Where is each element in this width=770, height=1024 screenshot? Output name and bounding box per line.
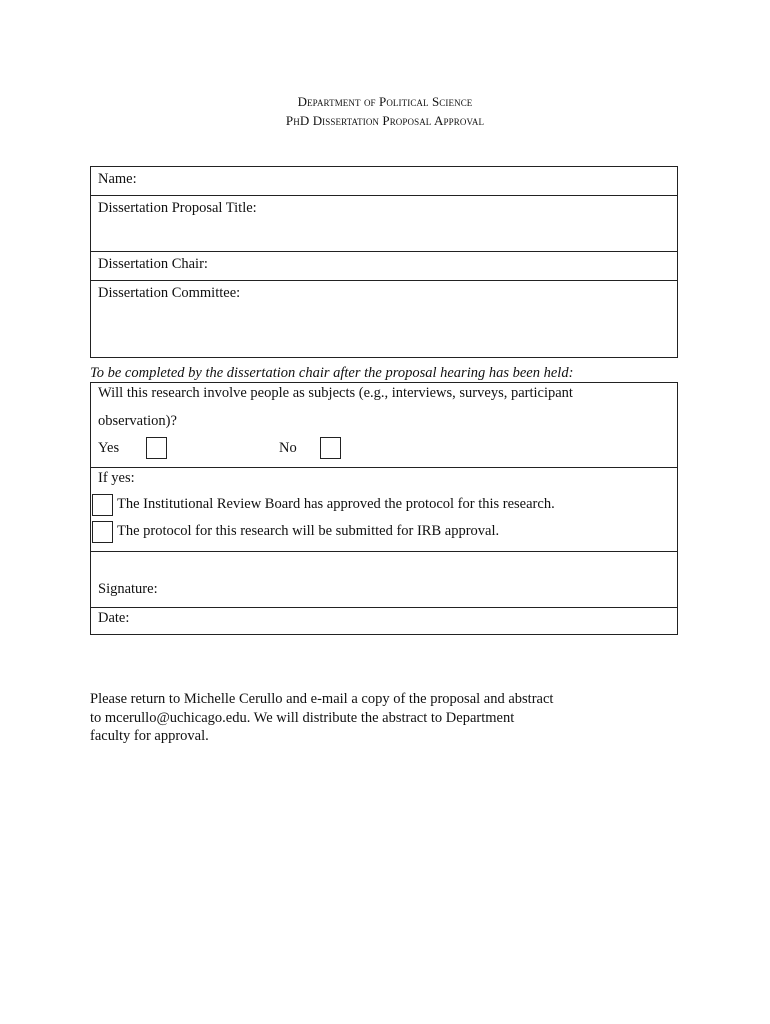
department-heading-text: Department of Political Science xyxy=(297,94,473,109)
irb-pending-checkbox[interactable] xyxy=(92,521,113,543)
question-text-line1: Will this research involve people as subjects (e.g., interviews, surveys, participant xyxy=(98,385,573,401)
chair-section-table xyxy=(90,382,678,635)
name-label: Name: xyxy=(98,171,137,187)
signature-field[interactable] xyxy=(91,552,677,608)
department-heading xyxy=(0,94,770,110)
if-yes-label: If yes: xyxy=(98,470,135,486)
proposal-title-field[interactable] xyxy=(91,196,677,252)
yes-checkbox[interactable] xyxy=(146,437,167,459)
return-note-line3: faculty for approval. xyxy=(90,728,209,744)
return-note-line2: to mcerullo@uchicago.edu. We will distribute the abstract to Department xyxy=(90,709,515,726)
date-field[interactable] xyxy=(91,608,677,634)
dissertation-chair-label: Dissertation Chair: xyxy=(98,256,208,272)
no-checkbox[interactable] xyxy=(320,437,341,459)
chair-instruction: To be completed by the dissertation chair after the proposal hearing has been held: xyxy=(90,365,574,381)
return-instructions xyxy=(90,690,590,746)
no-label: No xyxy=(279,440,297,456)
irb-approved-checkbox[interactable] xyxy=(92,494,113,516)
student-info-table xyxy=(90,166,678,358)
question-text-line2: observation)? xyxy=(98,413,177,429)
yes-label: Yes xyxy=(98,440,120,456)
date-label: Date: xyxy=(98,610,130,626)
return-note-line1: Please return to Michelle Cerullo and e-mail a copy of the proposal and abstract xyxy=(90,691,554,707)
human-subjects-question xyxy=(91,383,677,468)
name-field[interactable] xyxy=(91,167,677,196)
form-title-text: PhD Dissertation Proposal Approval xyxy=(285,113,485,128)
dissertation-committee-label: Dissertation Committee: xyxy=(98,285,241,301)
irb-approved-label: The Institutional Review Board has approved the protocol for this research. xyxy=(117,496,555,512)
irb-pending-label: The protocol for this research will be submitted for IRB approval. xyxy=(117,523,500,539)
signature-label: Signature: xyxy=(98,581,158,597)
dissertation-chair-field[interactable] xyxy=(91,252,677,281)
form-title xyxy=(0,113,770,129)
proposal-title-label: Dissertation Proposal Title: xyxy=(98,200,257,216)
dissertation-committee-field[interactable] xyxy=(91,281,677,356)
irb-status-section xyxy=(91,468,677,552)
